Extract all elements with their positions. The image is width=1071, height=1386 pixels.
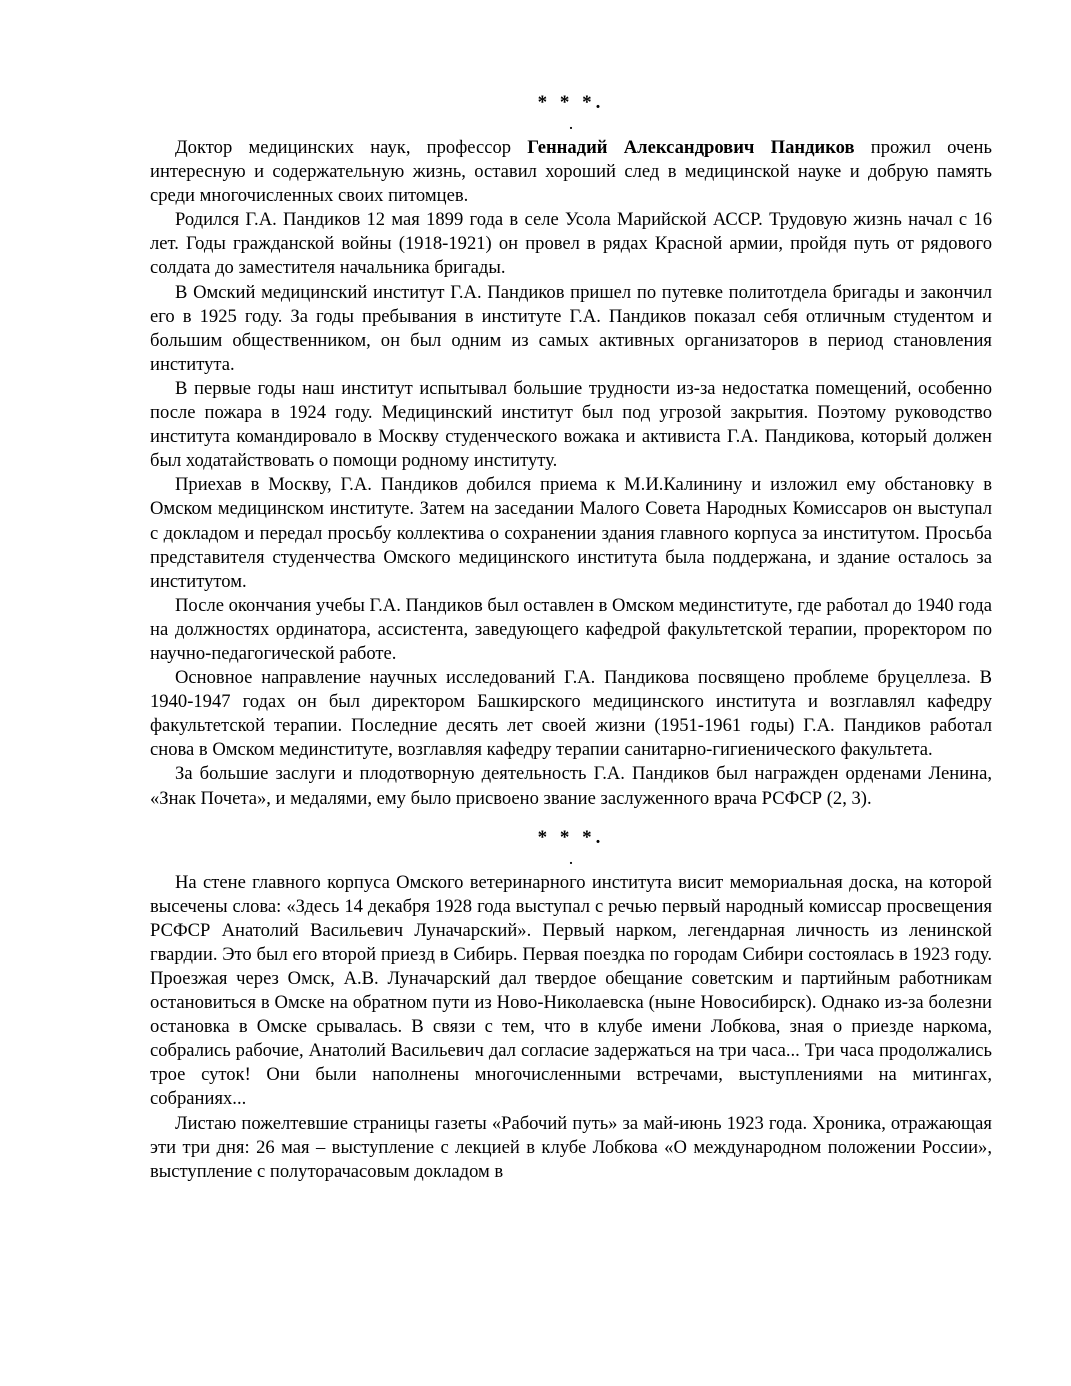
- document-page: [150, 92, 992, 1184]
- section-lunacharsky: [150, 827, 992, 1184]
- separator-dot: .: [568, 113, 574, 133]
- paragraph: [150, 136, 992, 208]
- paragraph: Листаю пожелтевшие страницы газеты «Рабочий путь» за май-июнь 1923 года. Хроника, отражающая эти три дня: 26 мая – выступление с лекцией в клубе Лобкова «О международном положении России», выступление с полуторачасовым докладом в: [150, 1112, 992, 1182]
- paragraph: В первые годы наш институт испытывал большие трудности из-за недостатка помещений, особенно после пожара в 1924 году. Медицинский институт был под угрозой закрытия. Поэтому руководство института командировало в Москву студенческого вожака и активиста Г.А. Пандикова, который должен был ходатайствовать о помощи родному институту.: [150, 377, 992, 472]
- separator-asterisks: * * *.: [537, 826, 605, 848]
- paragraph: Родился Г.А. Пандиков 12 мая 1899 года в селе Усола Марийской АССР. Трудовую жизнь начал с 16 лет. Годы гражданской войны (1918-1921) он провел в рядах Красной армии, пройдя путь от рядового солдата до заместителя начальника бригады.: [150, 209, 992, 279]
- paragraph-text: Доктор медицинских наук, профессор: [175, 137, 528, 158]
- paragraph: Основное направление научных исследований Г.А. Пандикова посвящено проблеме бруцеллеза. В 1940-1947 годах он был директором Башкирского медицинского института и возглавлял кафедру факультетской терапии. Последние десять лет своей жизни (1951-1961 годы) Г.А. Пандиков работал снова в Омском мединституте, возглавляя кафедру терапии санитарно-гигиенического факультета.: [150, 667, 992, 761]
- section-separator: [150, 92, 992, 132]
- separator-asterisks: * * *.: [537, 92, 605, 113]
- paragraph: Приехав в Москву, Г.А. Пандиков добился приема к М.И.Калинину и изложил ему обстановку в Омском медицинском институте. Затем на заседании Малого Совета Народных Комиссаров он выступал с докладом и передал просьбу коллектива о сохранении здания главного корпуса за институтом. Просьба представителя студенчества Омского медицинского института была поддержана, и здание осталось за институтом.: [150, 474, 992, 592]
- paragraph: На стене главного корпуса Омского ветеринарного института висит мемориальная доска, на которой высечены слова: «Здесь 14 декабря 1928 года выступал с речью первый народный комиссар просвещения РСФСР Анатолий Васильевич Луначарский». Первый нарком, легендарная личность из ленинской гвардии. Это был его второй приезд в Сибирь. Первая поездка по городам Сибири состоялась в 1923 году. Проезжая через Омск, А.В. Луначарский дал твердое обещание советским и партийным работникам остановиться в Омске на обратном пути из Ново-Николаевска (ныне Новосибирск). Однако из-за болезни остановка в Омске срывалась. В связи с тем, что в клубе имени Лобкова, зная о приезде наркома, собрались рабочие, Анатолий Васильевич дал согласие задержаться на три часа... Три часа продолжались трое суток! Они были наполнены многочисленными встречами, выступлениями на митингах, собраниях...: [150, 871, 992, 1110]
- section-pandikov: [150, 92, 992, 811]
- section-separator: [150, 827, 992, 867]
- paragraph-text: прожил очень интересную и содержательную жизнь, оставил хороший след в медицинской науке и добрую память среди многочисленных своих питомцев.: [150, 137, 992, 207]
- paragraph: За большие заслуги и плодотворную деятельность Г.А. Пандиков был награжден орденами Ленина, «Знак Почета», и медалями, ему было присвоено звание заслуженного врача РСФСР (2, 3).: [150, 763, 992, 809]
- separator-dot: .: [568, 847, 574, 868]
- paragraph: После окончания учебы Г.А. Пандиков был оставлен в Омском мединституте, где работал до 1940 года на должностях ординатора, ассистента, заведующего кафедрой факультетской терапии, проректором по научно-педагогической работе.: [150, 594, 992, 664]
- person-name-bold: Геннадий Александрович Пандиков: [527, 137, 855, 158]
- paragraph: В Омский медицинский институт Г.А. Пандиков пришел по путевке политотдела бригады и закончил его в 1925 году. За годы пребывания в институте Г.А. Пандиков показал себя отличным студентом и большим общественником, он был одним из самых активных организаторов в период становления института.: [150, 281, 992, 375]
